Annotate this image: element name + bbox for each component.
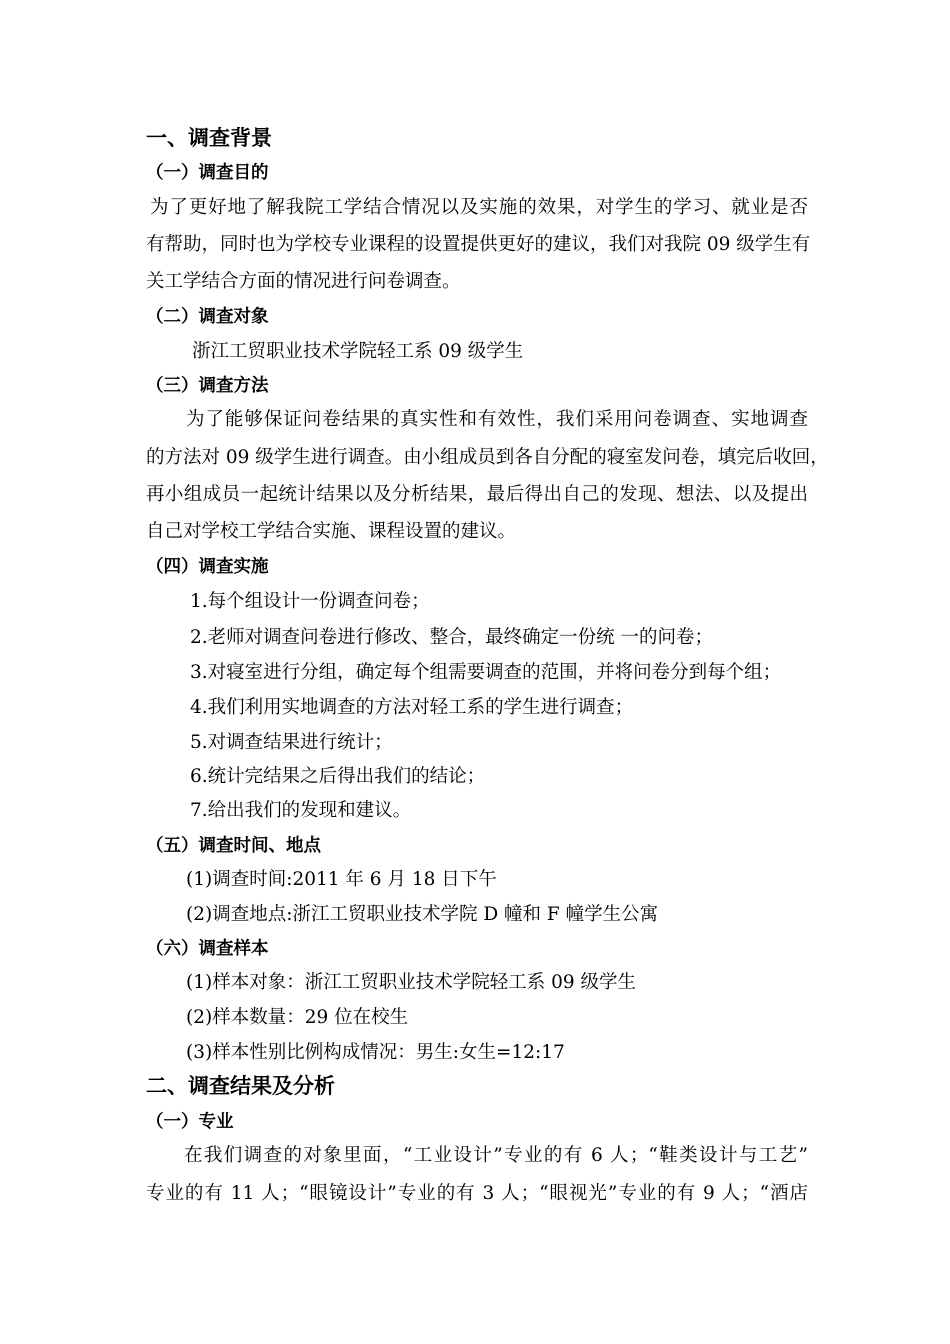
subheading-time-place: （五）调查时间、地点	[146, 836, 321, 856]
implementation-item-5: 5.对调查结果进行统计；	[190, 732, 393, 753]
implementation-item-3: 3.对寝室进行分组，确定每个组需要调查的范围，并将问卷分到每个组；	[190, 662, 782, 683]
sample-item-1: (1)样本对象：浙江工贸职业技术学院轻工系 09 级学生	[186, 972, 637, 993]
subheading-implementation: （四）调查实施	[146, 557, 269, 577]
time-item: (1)调查时间:2011 年 6 月 18 日下午	[186, 869, 497, 890]
subheading-subject: （二）调查对象	[146, 307, 269, 327]
major-line-2: 专业的有 11 人；“眼镜设计”专业的有 3 人；“眼视光”专业的有 9 人；“酒店	[146, 1183, 808, 1204]
subject-text: 浙江工贸职业技术学院轻工系 09 级学生	[192, 341, 524, 362]
subheading-major: （一）专业	[146, 1112, 234, 1132]
method-line-4: 自己对学校工学结合实施、课程设置的建议。	[146, 521, 517, 542]
implementation-item-6: 6.统计完结果之后得出我们的结论；	[190, 766, 486, 787]
implementation-item-2: 2.老师对调查问卷进行修改、整合，最终确定一份统 一的问卷；	[190, 627, 714, 648]
implementation-item-7: 7.给出我们的发现和建议。	[190, 800, 412, 821]
section-heading-results: 二、调查结果及分析	[146, 1074, 335, 1098]
implementation-item-1: 1.每个组设计一份调查问卷；	[190, 591, 430, 612]
purpose-line-2: 有帮助，同时也为学校专业课程的设置提供更好的建议，我们对我院 09 级学生有	[146, 234, 811, 255]
section-heading-background: 一、调查背景	[146, 126, 272, 150]
method-line-2: 的方法对 09 级学生进行调查。由小组成员到各自分配的寝室发问卷，填完后收回，	[146, 447, 829, 468]
purpose-line-1: 为了更好地了解我院工学结合情况以及实施的效果，对学生的学习、就业是否	[150, 197, 808, 218]
subheading-sample: （六）调查样本	[146, 939, 269, 959]
place-item: (2)调查地点:浙江工贸职业技术学院 D 幢和 F 幢学生公寓	[186, 904, 659, 925]
major-line-1: 在我们调查的对象里面，“工业设计”专业的有 6 人；“鞋类设计与工艺”	[184, 1145, 808, 1166]
sample-item-3: (3)样本性别比例构成情况：男生:女生=12:17	[186, 1042, 565, 1063]
method-line-1: 为了能够保证问卷结果的真实性和有效性，我们采用问卷调查、实地调查	[186, 409, 808, 430]
method-line-3: 再小组成员一起统计结果以及分析结果，最后得出自己的发现、想法、以及提出	[146, 484, 808, 505]
subheading-method: （三）调查方法	[146, 376, 269, 396]
purpose-line-3: 关工学结合方面的情况进行问卷调查。	[146, 271, 461, 292]
subheading-purpose: （一）调查目的	[146, 163, 269, 183]
sample-item-2: (2)样本数量：29 位在校生	[186, 1007, 409, 1028]
implementation-item-4: 4.我们利用实地调查的方法对轻工系的学生进行调查；	[190, 697, 634, 718]
